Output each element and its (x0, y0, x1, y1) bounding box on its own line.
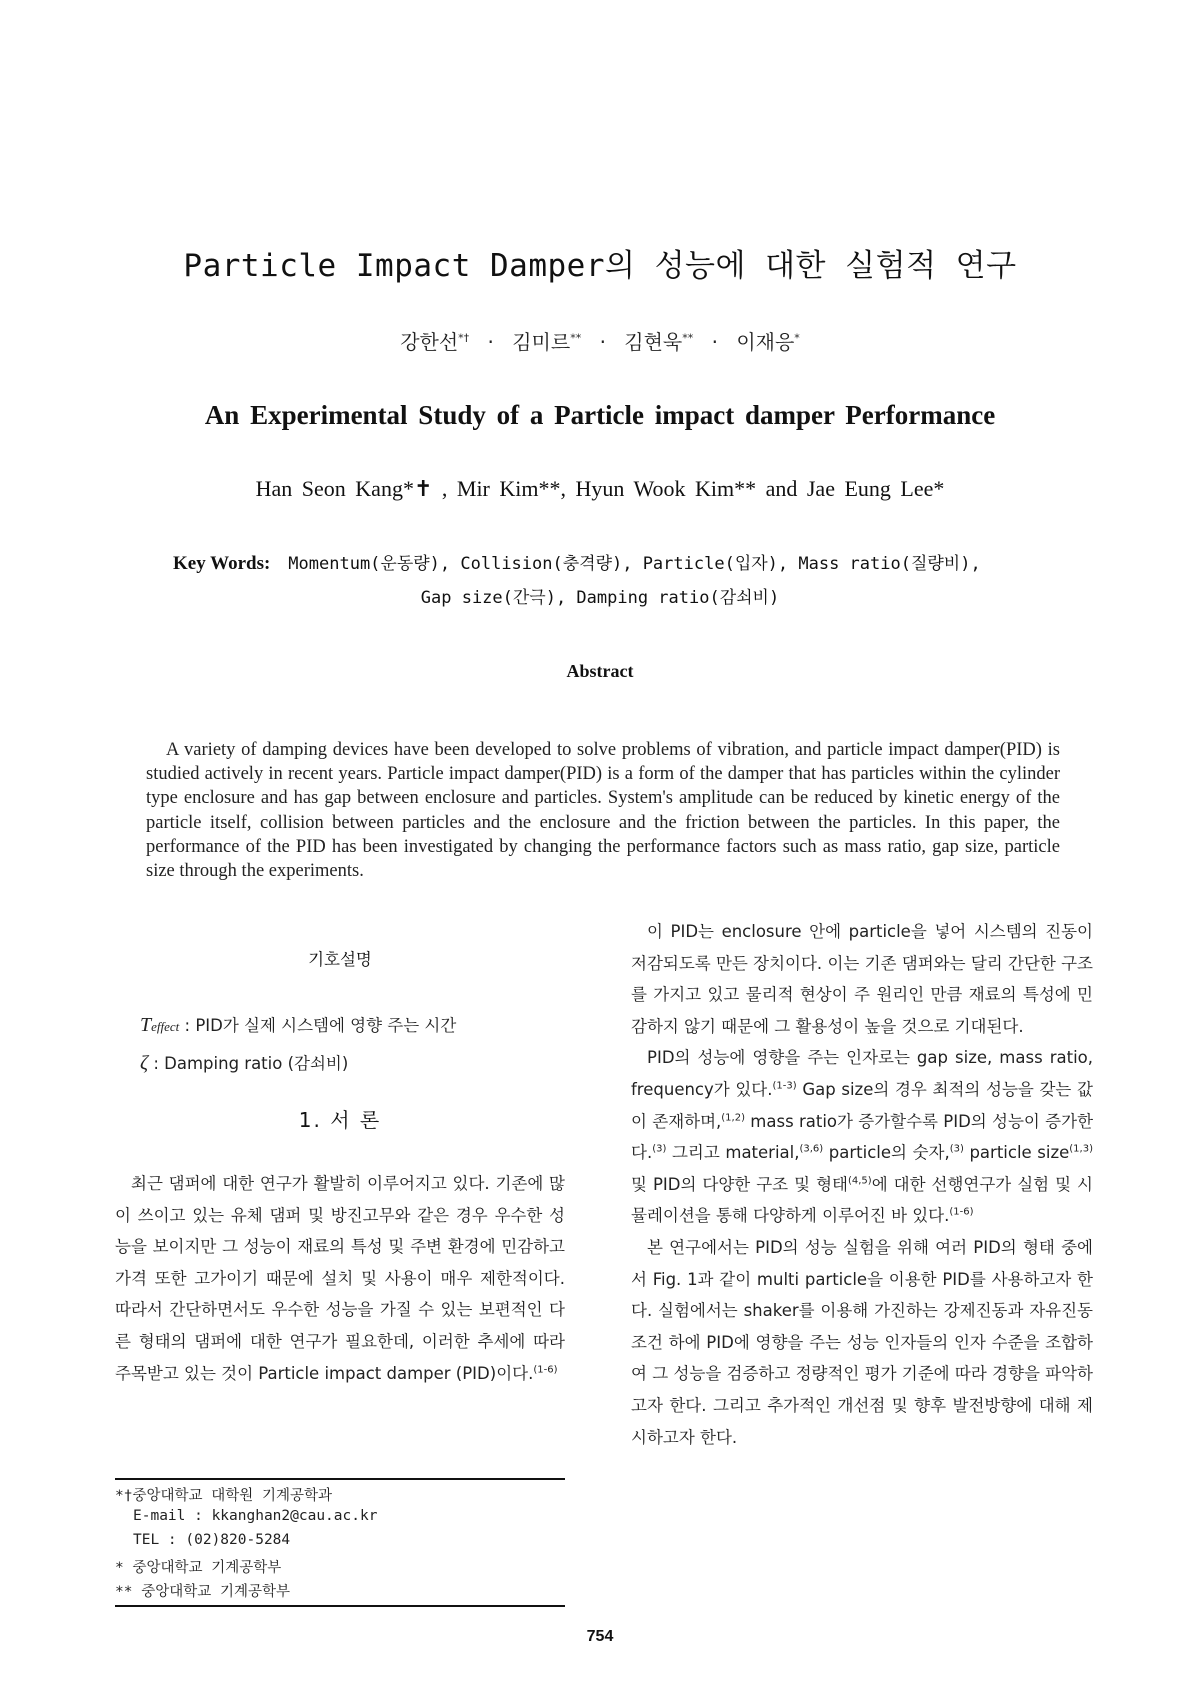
symbol-zeta: ζ (140, 1052, 149, 1074)
right-column-text (631, 916, 1093, 1453)
abstract-body (146, 738, 1060, 883)
abstract-paragraph: A variety of damping devices have been developed to solve problems of vibration, and particle impact damper(PID) is studied actively in recent years. Particle impact damper(PID) is a form of the damper that has particles within the cylinder type enclosure and has gap between enclosure and particles. System's amplitude can be reduced by kinetic energy of the particle itself, collision between particles and the enclosure and the friction between the particles. In this paper, the performance of the PID has been investigated by changing the performance factors such as mass ratio, gap size, particle size through the experiments. (146, 740, 1060, 882)
english-title: An Experimental Study of a Particle impact damper Performance (204, 400, 996, 430)
author-separator: · (599, 330, 606, 354)
nomenclature-zeta (140, 1050, 348, 1075)
intro-paragraph-2: 이 PID는 enclosure 안에 particle을 넣어 시스템의 진동이 저감되도록 만든 장치이다. 이는 기존 댐퍼와는 달리 간단한 구조를 가지고 있고 물리적 현상이 주 원리인 만큼 재료의 특성에 민감하지 않기 때문에 그 활용성이 높을 것으로 기대된다. (631, 922, 1093, 1036)
english-authors: Han Seon Kang*✝ , Mir Kim**, Hyun Wook Kim** and Jae Eung Lee* (255, 476, 945, 501)
intro-paragraph-3: PID의 성능에 영향을 주는 인자로는 gap size, mass ratio, frequency가 있다.$^{(1-3)}$ Gap size의 경우 최적의 성능을 갖는 값이 존재하며,$^{(1,2)}$ mass ratio가 증가할수록 PID의 성능이 증가한다.$^{(3)}$ 그리고 material,$^{(3,6)}$ particle의 숫자,$^{(3)}$ particle size$^{(1,3)}$ 및 PID의 다양한 구조 및 형태$^{(4,5)}$에 대한 선행연구가 실험 및 시뮬레이션을 통해 다양하게 이루어진 바 있다.$^{(1-6)}$ (631, 1048, 1094, 1226)
symbol-t-subscript: effect (151, 1019, 180, 1034)
nomenclature-heading: 기호설명 (308, 950, 372, 969)
footnote-divider-bottom (115, 1605, 565, 1607)
footnote-divider-top (115, 1478, 565, 1480)
intro-paragraph-1: 최근 댐퍼에 대한 연구가 활발히 이루어지고 있다. 기존에 많이 쓰이고 있는 유체 댐퍼 및 방진고무와 같은 경우 우수한 성능을 보이지만 그 성능이 재료의 특성 및 주변 환경에 민감하고 가격 또한 고가이기 때문에 설치 및 사용이 매우 제한적이다. 따라서 간단하면서도 우수한 성능을 가질 수 있는 보편적인 다른 형태의 댐퍼에 대한 연구가 필요한데, 이러한 추세에 따라 주목받고 있는 것이 Particle impact damper (PID)이다.$^{(1-6)}$ (115, 1174, 565, 1383)
author-ko-3: 김현욱** (624, 330, 694, 354)
author-ko-1: 강한선*† (400, 330, 470, 354)
footnote-affiliation-1: *†중앙대학교 대학원 기계공학과 (115, 1488, 333, 1504)
symbol-zeta-description: : Damping ratio (감쇠비) (153, 1054, 349, 1073)
footnote-affiliation-2: * 중앙대학교 기계공학부 (115, 1560, 282, 1576)
symbol-t-description: : PID가 실제 시스템에 영향 주는 시간 (184, 1016, 457, 1035)
keywords-text-1: Momentum(운동량), Collision(충격량), Particle(입자), Mass ratio(질량비), (288, 554, 981, 574)
author-separator: · (711, 330, 718, 354)
author-separator: · (487, 330, 494, 354)
intro-paragraph-4: 본 연구에서는 PID의 성능 실험을 위해 여러 PID의 형태 중에서 Fig. 1과 같이 multi particle을 이용한 PID를 사용하고자 한다. 실험에서는 shaker를 이용해 가진하는 강제진동과 자유진동 조건 하에 PID에 영향을 주는 성능 인자들의 인자 수준을 조합하여 그 성능을 검증하고 정량적인 평가 기준에 따라 경향을 파악하고자 한다. 그리고 추가적인 개선점 및 향후 발전방향에 대해 제시하고자 한다. (631, 1237, 1093, 1447)
left-column-text (115, 1168, 565, 1389)
section-heading-introduction: 1. 서 론 (298, 1108, 382, 1132)
keywords-label: Key Words: (173, 553, 271, 574)
abstract-heading: Abstract (566, 661, 634, 681)
author-ko-2: 김미르** (512, 330, 582, 354)
korean-title: Particle Impact Damper의 성능에 대한 실험적 연구 (183, 248, 1017, 284)
author-ko-4: 이재응* (736, 330, 800, 354)
keywords-line-1 (173, 549, 981, 575)
footnote-email: E-mail : kkanghan2@cau.ac.kr (133, 1508, 378, 1524)
footnote-affiliation-3: ** 중앙대학교 기계공학부 (115, 1584, 290, 1600)
keywords-line-2: Gap size(간극), Damping ratio(감쇠비) (420, 588, 780, 608)
page-number: 754 (586, 1628, 614, 1645)
footnote-tel: TEL : (02)820-5284 (133, 1532, 291, 1548)
nomenclature-t-effect (140, 1012, 456, 1037)
korean-authors (0, 326, 1200, 355)
symbol-t: T (140, 1014, 152, 1036)
